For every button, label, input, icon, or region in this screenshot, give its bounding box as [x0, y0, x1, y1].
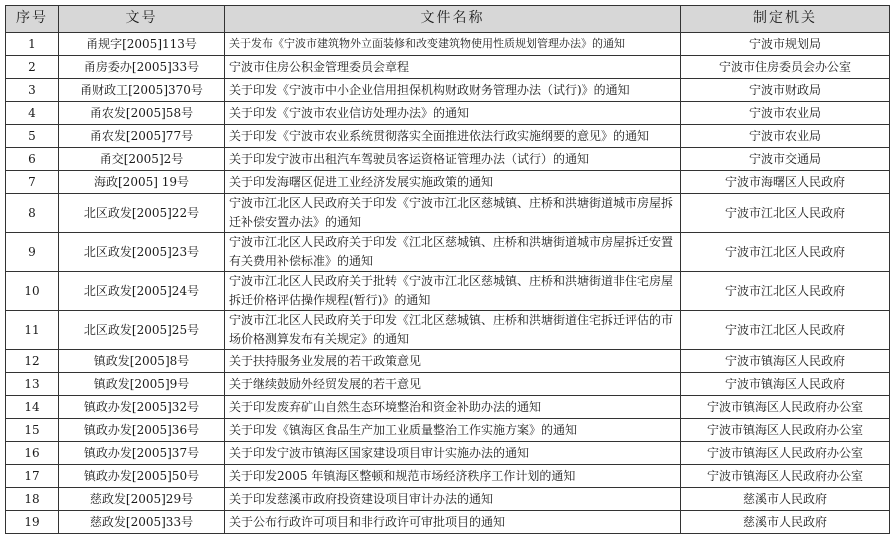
row-issuing-org-cell: 宁波市交通局: [681, 148, 890, 171]
row-issuing-org-cell: 宁波市财政局: [681, 79, 890, 102]
row-issuing-org-cell: 宁波市农业局: [681, 102, 890, 125]
row-doc-number-cell: 甬规字[2005]113号: [59, 33, 225, 56]
row-seq-cell: 19: [6, 511, 59, 534]
row-seq-cell: 7: [6, 171, 59, 194]
row-seq-cell: 9: [6, 233, 59, 272]
row-doc-title-cell: 宁波市江北区人民政府关于批转《宁波市江北区慈城镇、庄桥和洪塘街道非住宅房屋拆迁价格评估操作规程(暂行)》的通知: [225, 272, 681, 311]
row-issuing-org-cell: 宁波市镇海区人民政府: [681, 350, 890, 373]
row-doc-number-cell: 慈政发[2005]29号: [59, 488, 225, 511]
row-seq-cell: 14: [6, 396, 59, 419]
row-doc-number-cell: 镇政发[2005]9号: [59, 373, 225, 396]
row-issuing-org-cell: 慈溪市人民政府: [681, 488, 890, 511]
row-issuing-org-cell: 宁波市镇海区人民政府: [681, 373, 890, 396]
row-issuing-org-cell: 宁波市镇海区人民政府办公室: [681, 396, 890, 419]
row-issuing-org-cell: 宁波市镇海区人民政府办公室: [681, 419, 890, 442]
row-issuing-org-cell: 宁波市江北区人民政府: [681, 194, 890, 233]
row-doc-number-cell: 镇政发[2005]8号: [59, 350, 225, 373]
row-doc-number-cell: 镇政办发[2005]50号: [59, 465, 225, 488]
row-doc-title-cell: 关于印发《宁波市农业信访处理办法》的通知: [225, 102, 681, 125]
row-doc-number-cell: 甬房委办[2005]33号: [59, 56, 225, 79]
table-row: [6, 511, 890, 534]
table-row: [6, 171, 890, 194]
table-row: [6, 102, 890, 125]
row-doc-number-cell: 北区政发[2005]23号: [59, 233, 225, 272]
row-doc-title-cell: 关于印发《宁波市农业系统贯彻落实全面推进依法行政实施纲要的意见》的通知: [225, 125, 681, 148]
table-row: [6, 148, 890, 171]
row-doc-number-cell: 北区政发[2005]25号: [59, 311, 225, 350]
row-issuing-org-cell: 宁波市住房委员会办公室: [681, 56, 890, 79]
row-seq-cell: 1: [6, 33, 59, 56]
row-seq-cell: 8: [6, 194, 59, 233]
row-doc-title-cell: 关于公布行政许可项目和非行政许可审批项目的通知: [225, 511, 681, 534]
row-seq-cell: 6: [6, 148, 59, 171]
row-doc-title-cell: 关于发布《宁波市建筑物外立面装修和改变建筑物使用性质规划管理办法》的通知: [225, 33, 681, 56]
regulation-table: [5, 5, 890, 534]
table-row: [6, 56, 890, 79]
row-doc-title-cell: 关于扶持服务业发展的若干政策意见: [225, 350, 681, 373]
row-doc-title-cell: 关于继续鼓励外经贸发展的若干意见: [225, 373, 681, 396]
row-doc-title-cell: 关于印发2005 年镇海区整顿和规范市场经济秩序工作计划的通知: [225, 465, 681, 488]
row-seq-cell: 10: [6, 272, 59, 311]
row-doc-title-cell: 关于印发海曙区促进工业经济发展实施政策的通知: [225, 171, 681, 194]
row-doc-title-cell: 关于印发宁波市镇海区国家建设项目审计实施办法的通知: [225, 442, 681, 465]
row-doc-title-cell: 宁波市江北区人民政府关于印发《江北区慈城镇、庄桥和洪塘街道城市房屋拆迁安置有关费用补偿标准》的通知: [225, 233, 681, 272]
row-seq-cell: 18: [6, 488, 59, 511]
row-issuing-org-cell: 宁波市农业局: [681, 125, 890, 148]
row-issuing-org-cell: 宁波市江北区人民政府: [681, 233, 890, 272]
row-seq-cell: 11: [6, 311, 59, 350]
table-row: [6, 33, 890, 56]
row-seq-cell: 13: [6, 373, 59, 396]
table-row: [6, 311, 890, 350]
table-row: [6, 350, 890, 373]
row-doc-number-cell: 北区政发[2005]24号: [59, 272, 225, 311]
table-row: [6, 125, 890, 148]
row-doc-title-cell: 宁波市江北区人民政府关于印发《江北区慈城镇、庄桥和洪塘街道住宅拆迁评估的市场价格测算发布有关规定》的通知: [225, 311, 681, 350]
row-issuing-org-cell: 慈溪市人民政府: [681, 511, 890, 534]
row-issuing-org-cell: 宁波市规划局: [681, 33, 890, 56]
row-doc-number-cell: 海政[2005] 19号: [59, 171, 225, 194]
row-doc-title-cell: 关于印发《宁波市中小企业信用担保机构财政财务管理办法（试行)》的通知: [225, 79, 681, 102]
row-doc-number-cell: 甬交[2005]2号: [59, 148, 225, 171]
row-seq-cell: 2: [6, 56, 59, 79]
row-doc-number-cell: 镇政办发[2005]36号: [59, 419, 225, 442]
row-seq-cell: 17: [6, 465, 59, 488]
document-table-wrapper: [5, 5, 889, 534]
header-issuing-org: 制定机关: [681, 6, 890, 33]
table-row: [6, 488, 890, 511]
table-row: [6, 79, 890, 102]
table-header-row: [6, 6, 890, 33]
row-doc-number-cell: 甬农发[2005]58号: [59, 102, 225, 125]
row-doc-title-cell: 关于印发宁波市出租汽车驾驶员客运资格证管理办法（试行）的通知: [225, 148, 681, 171]
table-row: [6, 419, 890, 442]
row-seq-cell: 15: [6, 419, 59, 442]
row-seq-cell: 3: [6, 79, 59, 102]
row-seq-cell: 5: [6, 125, 59, 148]
row-issuing-org-cell: 宁波市海曙区人民政府: [681, 171, 890, 194]
header-doc-number: 文号: [59, 6, 225, 33]
row-doc-number-cell: 甬农发[2005]77号: [59, 125, 225, 148]
table-row: [6, 233, 890, 272]
header-seq: 序号: [6, 6, 59, 33]
row-issuing-org-cell: 宁波市镇海区人民政府办公室: [681, 442, 890, 465]
row-doc-number-cell: 镇政办发[2005]37号: [59, 442, 225, 465]
table-row: [6, 442, 890, 465]
row-doc-number-cell: 甬财政工[2005]370号: [59, 79, 225, 102]
row-doc-number-cell: 镇政办发[2005]32号: [59, 396, 225, 419]
row-seq-cell: 16: [6, 442, 59, 465]
table-row: [6, 465, 890, 488]
row-seq-cell: 4: [6, 102, 59, 125]
row-seq-cell: 12: [6, 350, 59, 373]
table-body: [6, 33, 890, 534]
row-doc-title-cell: 宁波市江北区人民政府关于印发《宁波市江北区慈城镇、庄桥和洪塘街道城市房屋拆迁补偿安置办法》的通知: [225, 194, 681, 233]
row-doc-number-cell: 北区政发[2005]22号: [59, 194, 225, 233]
header-doc-title: 文件名称: [225, 6, 681, 33]
row-doc-number-cell: 慈政发[2005]33号: [59, 511, 225, 534]
row-doc-title-cell: 关于印发废弃矿山自然生态环境整治和资金补助办法的通知: [225, 396, 681, 419]
table-row: [6, 272, 890, 311]
row-issuing-org-cell: 宁波市镇海区人民政府办公室: [681, 465, 890, 488]
table-row: [6, 396, 890, 419]
row-issuing-org-cell: 宁波市江北区人民政府: [681, 311, 890, 350]
row-issuing-org-cell: 宁波市江北区人民政府: [681, 272, 890, 311]
row-doc-title-cell: 宁波市住房公积金管理委员会章程: [225, 56, 681, 79]
row-doc-title-cell: 关于印发《镇海区食品生产加工业质量整治工作实施方案》的通知: [225, 419, 681, 442]
table-row: [6, 194, 890, 233]
row-doc-title-cell: 关于印发慈溪市政府投资建设项目审计办法的通知: [225, 488, 681, 511]
table-row: [6, 373, 890, 396]
